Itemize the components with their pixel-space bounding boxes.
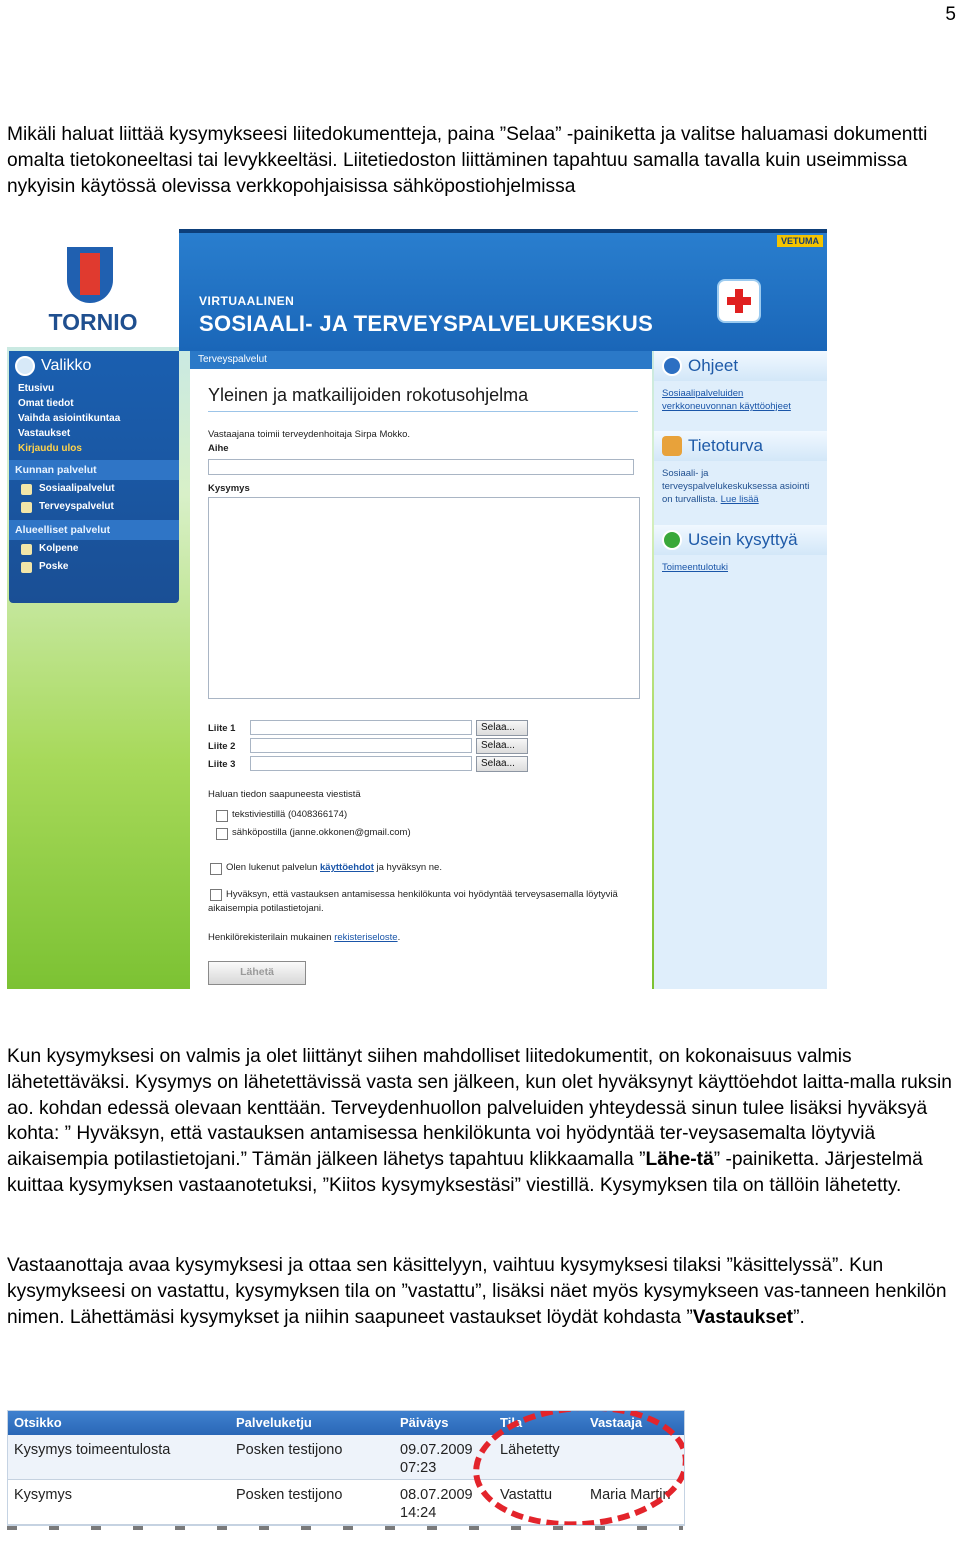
page-number: 5 [945,4,956,25]
tietoturva-text [654,461,827,506]
status-paragraph [7,1253,955,1330]
label-aihe: Aihe [208,443,229,454]
cell-paivays: 08.07.2009 14:24 [400,1487,473,1521]
question-form [190,351,652,989]
para2-text-b: ” -painiketta. Järjestelmä kuittaa kysymyksen vastaanotetuksi, ”Kiitos kysymyksestäsi” viestillä. Kysymyksen tila on tällöin lähetetty. [7,1149,923,1196]
title-divider [208,411,638,412]
label-liite-3: Liite 3 [208,759,236,770]
send-button[interactable]: Lähetä [208,961,306,985]
accept-text: Hyväksyn, että vastauksen antamisessa henkilökunta voi hyödyntää terveysasemalla löytyviä aikaisempia potilastietojani. [208,889,618,914]
globe-icon [15,356,35,376]
cell-vastaaja: Maria Martin [590,1487,671,1503]
menu-item-vaihda[interactable]: Vaihda asiointikuntaa [18,413,121,424]
cell-paivays: 09.07.2009 07:23 [400,1442,473,1476]
send-instructions-paragraph [7,1044,955,1199]
ohjeet-link-text[interactable]: Sosiaalipalveluiden verkkoneuvonnan käyttöohjeet [662,388,791,412]
form-note: Vastaajana toimii terveydenhoitaja Sirpa Mokko. [208,429,411,440]
banner-stripe [179,229,827,233]
cell-otsikko: Kysymys [14,1487,72,1503]
question-textarea[interactable] [208,497,640,699]
browse-button-3[interactable]: Selaa... [476,756,528,772]
site-banner [179,229,827,351]
terms-text [226,862,442,873]
side-menu [9,351,179,603]
menu-item-etusivu[interactable]: Etusivu [18,383,55,394]
read-more-link[interactable]: Lue lisää [720,494,759,505]
tower-icon [80,253,100,295]
attachment-2-field[interactable] [250,738,472,753]
breadcrumb: Terveyspalvelut [190,351,652,369]
cut-text-remnant [7,1526,683,1530]
menu-item-sosiaalipalvelut[interactable]: Sosiaalipalvelut [9,480,179,498]
email-label: sähköpostilla (janne.okkonen@gmail.com) [232,827,411,838]
sms-checkbox[interactable] [216,810,228,822]
attachment-1-field[interactable] [250,720,472,735]
usein-title: Usein kysyttyä [688,530,798,549]
tietoturva-header [654,431,827,461]
para3-bold: Vastaukset [692,1306,794,1328]
help-block-tietoturva [654,431,827,506]
col-tila[interactable]: Tila [500,1415,523,1430]
registry-text [208,932,400,943]
para3-text-a: Vastaanottaja avaa kysymyksesi ja ottaa sen käsittelyyn, vaihtuu kysymyksesi tilaksi ”käsittelyssä”. Kun kysymykseesi on vastattu, kysymyksen tila on ”vastattu”, lisäksi näet myös kysymykseen vas-tanneen henkilön nimen. Lähettämäsi kysymykset ja niihin saapuneet vastaukset löydät kohdasta ” [7,1255,947,1328]
col-vastaaja[interactable]: Vastaaja [590,1415,643,1430]
registry-pre: Henkilörekisterilain mukainen [208,932,335,943]
tietoturva-body: Sosiaali- ja terveyspalvelukeskuksessa asiointi on turvallista. [662,468,810,505]
menu-item-kolpene[interactable]: Kolpene [9,540,179,558]
menu-title: Valikko [41,357,92,374]
terms-post: ja hyväksyn ne. [373,862,442,873]
help-sidebar [654,351,827,989]
menu-item-logout[interactable]: Kirjaudu ulos [18,443,82,454]
browse-button-2[interactable]: Selaa... [476,738,528,754]
terms-checkbox[interactable] [210,863,222,875]
logo-text: TORNIO [48,309,138,335]
menu-header [9,351,179,381]
usein-link-text[interactable]: Toimeentulotuki [662,562,729,573]
banner-subtitle: VIRTUAALINEN [199,294,295,308]
help-block-ohjeet [654,351,827,413]
attachment-3-field[interactable] [250,756,472,771]
tornio-logo [7,229,179,347]
help-block-usein [654,525,827,574]
ohjeet-header [654,351,827,381]
menu-item-terveyspalvelut[interactable]: Terveyspalvelut [9,498,179,516]
para3-text-b: ”. [793,1306,805,1328]
section-alueelliset-palvelut: Alueelliset palvelut [9,520,179,540]
terms-link[interactable]: käyttöehdot [320,862,374,873]
label-kysymys: Kysymys [208,483,250,494]
menu-item-vastaukset[interactable]: Vastaukset [18,428,71,439]
terms-pre: Olen lukenut palvelun [226,862,321,873]
cell-palveluketju: Posken testijono [236,1487,343,1503]
lock-icon [662,436,682,456]
label-liite-1: Liite 1 [208,723,236,734]
usein-header [654,525,827,555]
usein-link[interactable] [654,555,827,574]
vetuma-badge: VETUMA [777,235,823,247]
notify-label: Haluan tiedon saapuneesta viestistä [208,789,361,800]
para2-text-a: Kun kysymyksesi on valmis ja olet liittänyt siihen mahdolliset liitedokumentit, on kokonaisuus valmis lähetettäväksi. Kysymys on lähetettävissä vasta sen jälkeen, kun olet hyväksynyt käyttöehdot laitta-malla ruksin ao. kohdan edessä olevaan kenttään. Terveydenhuollon palveluiden yhteydessä sinun tulee lisäksi hyväksyä kohta: ” Hyväksyn, että vastauksen antamisessa henkilökunta voi hyödyntää ter-veysasemalta löytyviä aikaisempia potilastietojani.” Tämän jälkeen lähetys tapahtuu klikkaamalla ” [7,1046,952,1171]
col-otsikko[interactable]: Otsikko [14,1415,62,1430]
form-title: Yleinen ja matkailijoiden rokotusohjelma [208,385,529,405]
registry-post: . [397,932,401,943]
col-paivays[interactable]: Päiväys [400,1415,449,1430]
menu-item-omat-tiedot[interactable]: Omat tiedot [18,398,74,409]
form-screenshot [7,229,827,989]
info-icon [662,356,682,376]
para2-bold: Lähe-tä [645,1149,714,1171]
menu-item-poske[interactable]: Poske [9,558,179,576]
email-checkbox[interactable] [216,828,228,840]
first-aid-icon [719,281,759,321]
banner-title: SOSIAALI- JA TERVEYSPALVELUKESKUS [199,311,654,336]
question-icon [662,530,682,550]
label-liite-2: Liite 2 [208,741,236,752]
cell-otsikko: Kysymys toimeentulosta [14,1442,171,1458]
sms-label: tekstiviestillä (0408366174) [232,809,348,820]
cell-palveluketju: Posken testijono [236,1442,343,1458]
browse-button-1[interactable]: Selaa... [476,720,528,736]
answers-table-screenshot [7,1410,685,1526]
ohjeet-title: Ohjeet [688,356,739,375]
intro-paragraph: Mikäli haluat liittää kysymykseesi liitedokumentteja, paina ”Selaa” -painiketta ja valitse haluamasi dokumentti omalta tietokoneeltasi tai levykkeeltäsi. Liitetiedoston liittäminen tapahtuu samalla tavalla kuin useimmissa nykyisin käytössä olevissa verkkopohjaisissa sähköpostiohjelmissa [7,124,928,197]
cell-tila: Vastattu [500,1487,553,1503]
col-palveluketju[interactable]: Palveluketju [236,1415,312,1430]
cell-tila: Lähetetty [500,1442,560,1458]
subject-input[interactable] [208,459,634,475]
tietoturva-title: Tietoturva [688,436,763,455]
registry-link[interactable]: rekisteriseloste [334,932,398,943]
section-kunnan-palvelut: Kunnan palvelut [9,460,179,480]
ohjeet-link[interactable] [654,381,827,413]
